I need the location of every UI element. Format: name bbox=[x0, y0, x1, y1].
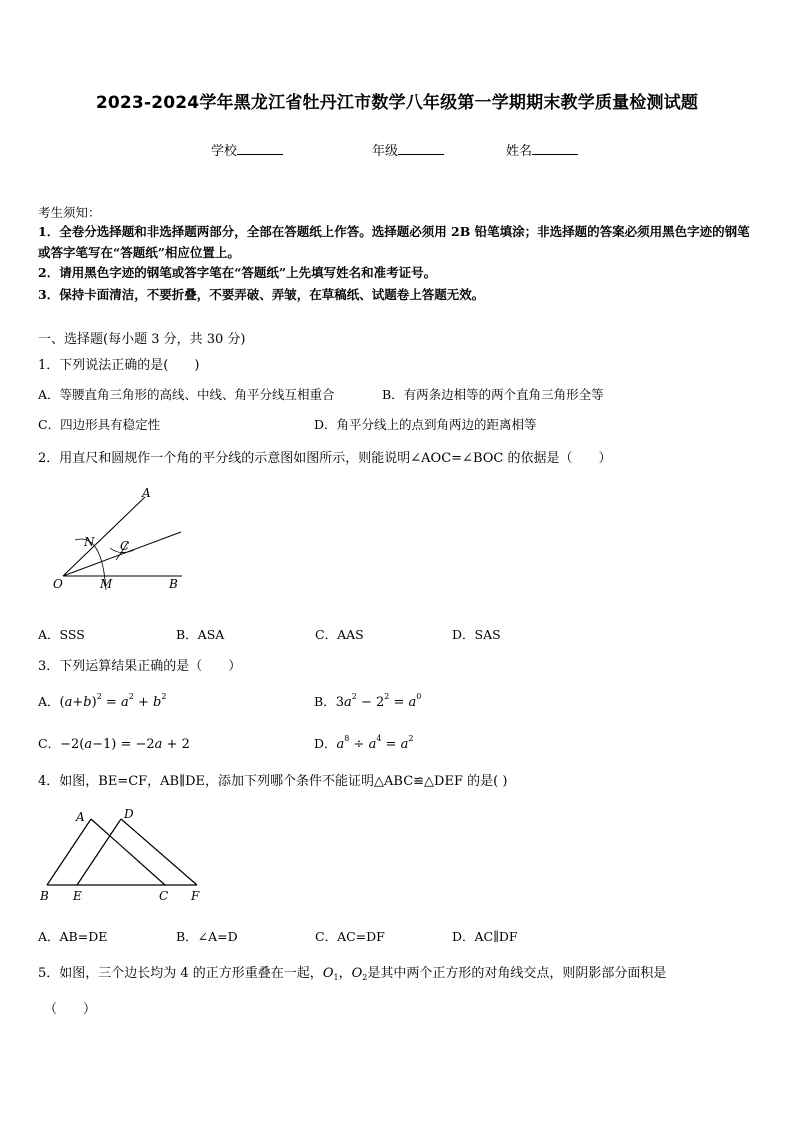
label-e: E bbox=[73, 889, 82, 903]
q3-option-b-prefix: B． bbox=[314, 694, 336, 709]
school-field bbox=[211, 140, 283, 159]
q3-option-d-prefix: D． bbox=[314, 736, 337, 751]
notice-item-1: 1．全卷分选择题和非选择题两部分，全部在答题纸上作答。选择题必须用 2B 铅笔填涂；非选择题的答案必须用黑色字迹的钢笔或答字笔写在“答题纸”相应位置上。 bbox=[38, 224, 750, 260]
q3-option-c bbox=[38, 734, 190, 752]
q5-answer-paren: （ ） bbox=[44, 1002, 97, 1017]
q1-option-c: C．四边形具有稳定性 bbox=[38, 417, 161, 432]
label-m: M bbox=[100, 577, 113, 591]
q2-option-c: C．AAS bbox=[315, 627, 364, 642]
label-c: C bbox=[159, 889, 169, 903]
label-a: A bbox=[76, 810, 85, 824]
notice-item-2: 2．请用黑色字迹的钢笔或答字笔在“答题纸”上先填写姓名和准考证号。 bbox=[38, 265, 437, 280]
q3-option-a-prefix: A． bbox=[38, 694, 60, 709]
grade-blank bbox=[398, 142, 444, 155]
q4-stem: 4．如图，BE=CF，AB∥DE，添加下列哪个条件不能证明△ABC≌△DEF 的是( ) bbox=[38, 774, 508, 789]
q4-option-c: C．AC=DF bbox=[315, 929, 385, 944]
ray-oa bbox=[63, 497, 145, 576]
notice-heading: 考生须知： bbox=[38, 205, 101, 220]
q5-stem-end: 是其中两个正方形的对角线交点，则阴影部分面积是 bbox=[367, 966, 667, 981]
q4-option-b: B．∠A=D bbox=[176, 929, 238, 944]
q3-option-b-formula: $3a^2 - 2^2 = a^0$ bbox=[335, 692, 422, 710]
label-f: F bbox=[191, 889, 200, 903]
label-c: C bbox=[120, 539, 130, 553]
q3-option-d bbox=[314, 734, 413, 752]
q1-stem: 1．下列说法正确的是( ) bbox=[38, 358, 200, 373]
q5-points: $O_1$，$O_2$ bbox=[322, 966, 368, 982]
q3-option-c-formula: −2(a−1) = −2a + 2 bbox=[60, 737, 190, 752]
q3-option-a-formula: $(a+b)^2 = a^2 + b^2$ bbox=[59, 692, 167, 710]
q5-stem bbox=[38, 962, 666, 982]
school-label: 学校 bbox=[211, 144, 238, 159]
school-blank bbox=[237, 142, 283, 155]
side-ac bbox=[91, 819, 165, 885]
q1-option-a: A．等腰直角三角形的高线、中线、角平分线互相重合 bbox=[38, 387, 335, 402]
label-o: O bbox=[53, 577, 63, 591]
q3-option-d-formula: $a^8 \div a^4 = a^2$ bbox=[336, 734, 414, 752]
name-label: 姓名 bbox=[506, 144, 533, 159]
triangles-figure bbox=[35, 802, 215, 907]
section-heading: 一、选择题(每小题 3 分，共 30 分) bbox=[38, 332, 246, 347]
q2-stem: 2．用直尺和圆规作一个角的平分线的示意图如图所示，则能说明∠AOC=∠BOC 的依据是（ ） bbox=[38, 451, 612, 466]
q3-option-b bbox=[314, 692, 421, 710]
q3-option-a bbox=[38, 692, 166, 710]
q1-option-d: D．角平分线上的点到角两边的距离相等 bbox=[314, 417, 537, 432]
side-df bbox=[121, 819, 197, 885]
side-ab bbox=[47, 819, 91, 885]
side-de bbox=[77, 819, 121, 885]
q2-option-d: D．SAS bbox=[452, 627, 501, 642]
label-n: N bbox=[84, 535, 95, 549]
q4-option-a: A．AB=DE bbox=[38, 929, 108, 944]
q2-option-a: A．SSS bbox=[38, 627, 85, 642]
q3-option-c-prefix: C． bbox=[38, 736, 61, 751]
label-a: A bbox=[142, 486, 151, 500]
page-title: 2023-2024学年黑龙江省牡丹江市数学八年级第一学期期末教学质量检测试题 bbox=[95, 93, 699, 113]
q3-stem: 3．下列运算结果正确的是（ ） bbox=[38, 659, 242, 674]
angle-bisector-figure bbox=[40, 480, 200, 600]
q5-stem-start: 5．如图，三个边长均为 4 的正方形重叠在一起， bbox=[38, 966, 323, 981]
label-b: B bbox=[40, 889, 49, 903]
grade-label: 年级 bbox=[372, 144, 399, 159]
label-d: D bbox=[124, 807, 134, 821]
label-b: B bbox=[169, 577, 178, 591]
q4-option-d: D．AC∥DF bbox=[452, 929, 518, 944]
notice-item-3: 3．保持卡面清洁，不要折叠，不要弄破、弄皱，在草稿纸、试题卷上答题无效。 bbox=[38, 287, 485, 302]
q2-option-b: B．ASA bbox=[176, 627, 225, 642]
name-field bbox=[506, 140, 578, 159]
grade-field bbox=[372, 140, 444, 159]
q1-option-b: B．有两条边相等的两个直角三角形全等 bbox=[382, 387, 604, 402]
name-blank bbox=[532, 142, 578, 155]
